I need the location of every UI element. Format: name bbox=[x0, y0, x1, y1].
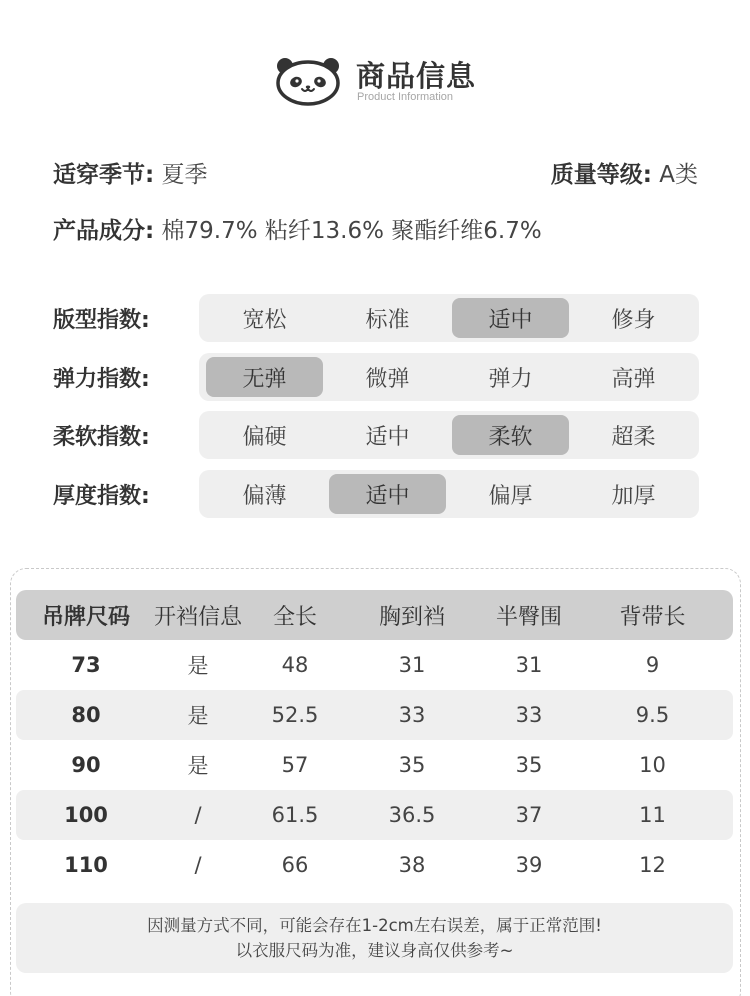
table-row bbox=[16, 640, 733, 690]
table-cell: 52.5 bbox=[271, 703, 319, 727]
table-cell: 9.5 bbox=[635, 703, 670, 727]
grade-label: 质量等级: bbox=[550, 162, 652, 188]
column-header: 全长 bbox=[272, 604, 317, 630]
fit-option: 修身 bbox=[611, 307, 656, 333]
fit-option: 标准 bbox=[365, 307, 410, 333]
stretch-option-selected: 无弹 bbox=[206, 357, 323, 397]
material-info bbox=[53, 212, 542, 245]
column-header: 半臀围 bbox=[495, 604, 562, 630]
table-cell: / bbox=[194, 803, 202, 827]
table-cell: 是 bbox=[187, 754, 209, 778]
table-cell: 是 bbox=[187, 704, 209, 728]
thickness-index-label: 厚度指数: bbox=[53, 484, 150, 509]
season-label: 适穿季节: bbox=[53, 162, 155, 188]
stretch-index-scale bbox=[199, 353, 699, 401]
thickness-index-row bbox=[0, 470, 750, 518]
thickness-option: 偏薄 bbox=[242, 483, 287, 509]
column-header: 胸到裆 bbox=[378, 604, 445, 630]
material-label: 产品成分: bbox=[53, 218, 155, 244]
softness-index-label: 柔软指数: bbox=[53, 425, 150, 450]
thickness-option-selected: 适中 bbox=[329, 474, 446, 514]
table-cell: 9 bbox=[645, 653, 660, 677]
table-cell: 100 bbox=[64, 803, 108, 827]
stretch-index-label: 弹力指数: bbox=[53, 367, 150, 392]
table-cell: 37 bbox=[515, 803, 543, 827]
stretch-option: 高弹 bbox=[611, 366, 656, 392]
table-row bbox=[16, 740, 733, 790]
page-title: 商品信息 bbox=[356, 59, 477, 93]
thickness-option: 加厚 bbox=[611, 483, 656, 509]
stretch-index-row bbox=[0, 353, 750, 401]
fit-option: 宽松 bbox=[242, 307, 287, 333]
season-info bbox=[53, 156, 208, 189]
size-table bbox=[16, 590, 733, 890]
grade-info bbox=[551, 156, 698, 189]
table-cell: 31 bbox=[515, 653, 543, 677]
grade-value: A类 bbox=[659, 162, 698, 188]
table-cell: 是 bbox=[187, 654, 209, 678]
material-value: 棉79.7% 粘纤13.6% 聚酯纤维6.7% bbox=[161, 218, 542, 244]
fit-index-scale bbox=[199, 294, 699, 342]
table-row bbox=[16, 790, 733, 840]
softness-option-selected: 柔软 bbox=[452, 415, 569, 455]
fit-option-selected: 适中 bbox=[452, 298, 569, 338]
page-subtitle: Product Information bbox=[357, 91, 453, 103]
table-row bbox=[16, 840, 733, 890]
table-header-row bbox=[16, 590, 733, 640]
softness-index-scale bbox=[199, 411, 699, 459]
table-cell: 33 bbox=[398, 703, 426, 727]
measurement-note bbox=[16, 903, 733, 973]
column-header: 吊牌尺码 bbox=[41, 604, 130, 630]
table-cell: 80 bbox=[71, 703, 101, 727]
table-cell: 66 bbox=[281, 853, 309, 877]
column-header: 开裆信息 bbox=[153, 604, 242, 630]
table-cell: / bbox=[194, 853, 202, 877]
softness-option: 适中 bbox=[365, 424, 410, 450]
panda-logo-icon bbox=[274, 54, 342, 106]
note-line-1: 因测量方式不同，可能会存在1-2cm左右误差，属于正常范围! bbox=[147, 916, 602, 935]
table-cell: 12 bbox=[639, 853, 666, 877]
stretch-option: 微弹 bbox=[365, 366, 410, 392]
table-cell: 90 bbox=[71, 753, 101, 777]
table-cell: 48 bbox=[281, 653, 309, 677]
table-cell: 57 bbox=[281, 753, 309, 777]
softness-index-row bbox=[0, 411, 750, 459]
softness-option: 超柔 bbox=[611, 424, 656, 450]
table-cell: 110 bbox=[64, 853, 108, 877]
thickness-option: 偏厚 bbox=[488, 483, 533, 509]
table-row bbox=[16, 690, 733, 740]
table-cell: 73 bbox=[71, 653, 101, 677]
column-header: 背带长 bbox=[619, 604, 686, 630]
table-cell: 11 bbox=[639, 803, 666, 827]
stretch-option: 弹力 bbox=[488, 366, 533, 392]
fit-index-label: 版型指数: bbox=[53, 308, 150, 333]
table-cell: 10 bbox=[639, 753, 666, 777]
table-cell: 35 bbox=[515, 753, 543, 777]
table-cell: 33 bbox=[515, 703, 543, 727]
note-line-2: 以衣服尺码为准，建议身高仅供参考~ bbox=[235, 941, 514, 960]
thickness-index-scale bbox=[199, 470, 699, 518]
table-cell: 61.5 bbox=[271, 803, 319, 827]
table-cell: 38 bbox=[398, 853, 426, 877]
fit-index-row bbox=[0, 294, 750, 342]
softness-option: 偏硬 bbox=[242, 424, 287, 450]
season-value: 夏季 bbox=[161, 162, 208, 188]
table-cell: 36.5 bbox=[388, 803, 436, 827]
section-header bbox=[0, 52, 750, 108]
table-cell: 35 bbox=[398, 753, 426, 777]
table-cell: 39 bbox=[515, 853, 543, 877]
table-cell: 31 bbox=[398, 653, 426, 677]
